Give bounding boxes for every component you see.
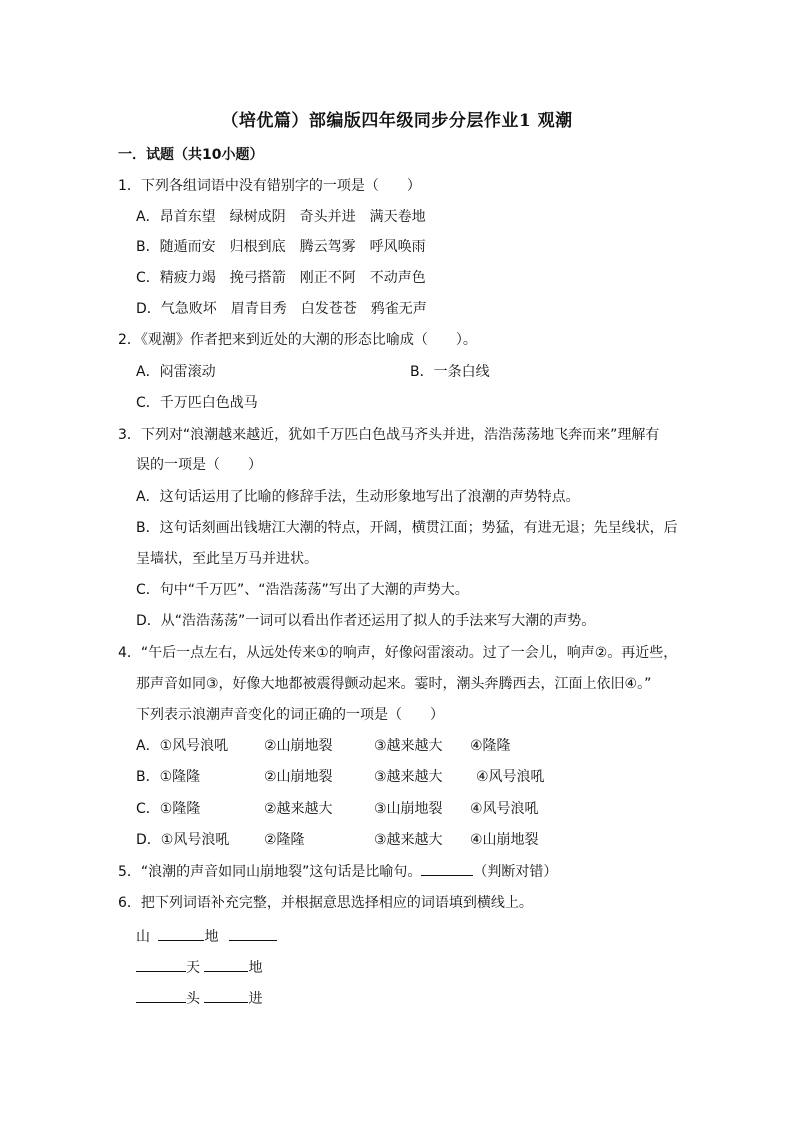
q6-row3-blank1[interactable]: [136, 988, 186, 1003]
q3-option-b-line1: B．这句话刻画出钱塘江大潮的特点，开阔，横贯江面；势猛，有进无退；先呈线状，后: [136, 520, 678, 536]
q6-row-3: [136, 988, 262, 1009]
q6-row3-char2: 进: [248, 991, 263, 1007]
q6-row3-char1: 头: [186, 991, 200, 1007]
q2-option-a: A．闷雷滚动: [136, 364, 216, 380]
q4-option-b-1: B．①隆隆: [136, 769, 201, 785]
q4-option-c-1: C．①隆隆: [136, 801, 201, 817]
q5-text: 5．“浪潮的声音如同山崩地裂”这句话是比喻句。: [118, 864, 422, 880]
q6-row1-blank1[interactable]: [158, 926, 204, 941]
q3-stem-line1: 3．下列对“浪潮越来越近，犹如千万匹白色战马齐头并进，浩浩荡荡地飞奔而来”理解有: [118, 427, 660, 443]
q5-line: [118, 861, 557, 882]
q4-option-a-4: ④隆隆: [470, 738, 511, 754]
q6-stem: 6．把下列词语补充完整，并根据意思选择相应的词语填到横线上。: [118, 895, 533, 911]
q3-stem-line2: 误的一项是（ ）: [136, 457, 262, 473]
q4-option-b-4: ④风号浪吼: [476, 769, 545, 785]
q4-option-b-2: ②山崩地裂: [264, 769, 333, 785]
q6-row1-char1: 山: [136, 929, 150, 945]
q4-option-d-2: ②隆隆: [264, 832, 305, 848]
q1-stem: 1．下列各组词语中没有错别字的一项是（ ）: [118, 178, 421, 194]
q4-option-d-3: ③越来越大: [374, 832, 443, 848]
q2-stem: 2．《观潮》作者把来到近处的大潮的形态比喻成（ ）。: [118, 332, 477, 348]
q6-row2-blank2[interactable]: [204, 957, 248, 972]
q3-option-c: C．句中“千万匹”、“浩浩荡荡”写出了大潮的声势大。: [136, 582, 469, 598]
q4-option-c-3: ③山崩地裂: [374, 801, 443, 817]
q4-option-a-2: ②山崩地裂: [264, 738, 333, 754]
q5-answer-blank[interactable]: [421, 861, 473, 876]
q4-option-a-1: A．①风号浪吼: [136, 738, 229, 754]
q6-row-2: [136, 957, 262, 978]
q3-option-b-line2: 呈墙状，至此呈万马并进状。: [136, 551, 318, 567]
q4-stem-line2: 那声音如同③，好像大地都被震得颤动起来。霎时，潮头奔腾西去，江面上依旧④。”: [136, 676, 652, 692]
q4-stem-line1: 4．“午后一点左右，从远处传来①的响声，好像闷雷滚动。过了一会儿，响声②。再近些，: [118, 645, 678, 661]
q4-option-d-4: ④山崩地裂: [470, 832, 539, 848]
q3-option-d: D．从“浩浩荡荡”一词可以看出作者还运用了拟人的手法来写大潮的声势。: [136, 613, 596, 629]
q2-option-b: B．一条白线: [410, 364, 490, 380]
page-title: （培优篇）部编版四年级同步分层作业1 观潮: [221, 111, 573, 131]
q6-row1-char2: 地: [204, 929, 219, 945]
q1-option-b: B．随遁而安 归根到底 腾云驾雾 呼风唤雨: [136, 239, 426, 255]
q4-option-c-2: ②越来越大: [264, 801, 333, 817]
q4-option-d-1: D．①风号浪吼: [136, 832, 230, 848]
section-heading: 一．试题（共10小题）: [118, 147, 264, 163]
q6-row2-char1: 天: [186, 960, 200, 976]
q5-suffix: （判断对错）: [473, 864, 558, 880]
q6-row-1: [136, 926, 277, 947]
q3-option-a: A．这句话运用了比喻的修辞手法，生动形象地写出了浪潮的声势特点。: [136, 489, 580, 505]
q4-option-b-3: ③越来越大: [374, 769, 443, 785]
q1-option-d: D．气急败坏 眉青目秀 白发苍苍 鸦雀无声: [136, 301, 427, 317]
q1-option-c: C．精疲力竭 挽弓搭箭 刚正不阿 不动声色: [136, 270, 426, 286]
q6-row2-char2: 地: [248, 960, 263, 976]
q6-row1-blank2[interactable]: [229, 926, 277, 941]
q2-option-c: C．千万匹白色战马: [136, 395, 258, 411]
q6-row3-blank2[interactable]: [204, 988, 248, 1003]
q6-row2-blank1[interactable]: [136, 957, 186, 972]
q4-option-a-3: ③越来越大: [374, 738, 443, 754]
q1-option-a: A．昂首东望 绿树成阴 奇头并进 满天卷地: [136, 209, 426, 225]
q4-stem-line3: 下列表示浪潮声音变化的词正确的一项是（ ）: [136, 707, 444, 723]
q4-option-c-4: ④风号浪吼: [470, 801, 539, 817]
